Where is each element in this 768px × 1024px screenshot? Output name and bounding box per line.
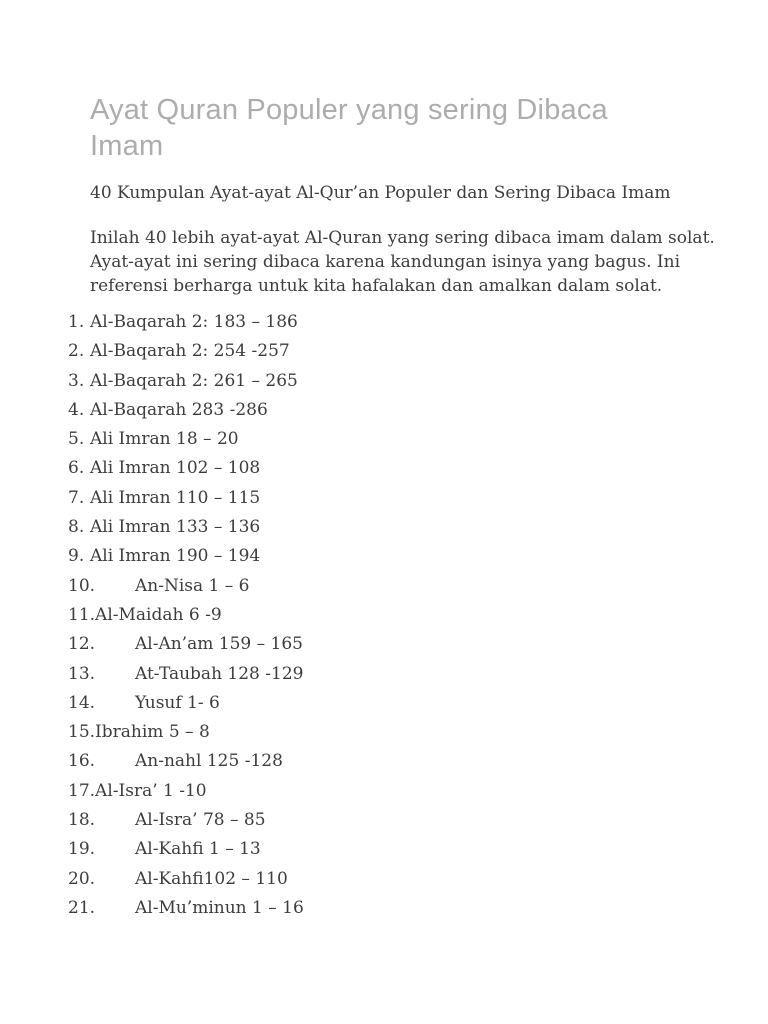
item-number: 10. <box>68 575 96 596</box>
item-text: Al-Isra’ 78 – 85 <box>135 810 266 831</box>
item-number: 5. <box>68 429 85 450</box>
item-text: An-Nisa 1 – 6 <box>135 575 250 596</box>
list-item <box>68 630 304 659</box>
item-text: Ali Imran 133 – 136 <box>90 517 261 538</box>
item-number: 8. <box>68 517 85 538</box>
list-item <box>68 337 304 366</box>
item-text: Yusuf 1- 6 <box>135 692 220 713</box>
list-item <box>68 396 304 425</box>
item-number: 1. <box>68 312 85 332</box>
item-number: 14. <box>68 692 96 713</box>
item-text: Al-An’am 159 – 165 <box>135 634 303 655</box>
item-text: Ali Imran 18 – 20 <box>90 429 239 450</box>
item-number: 6. <box>68 458 85 479</box>
item-text: Al-Baqarah 2: 261 – 265 <box>90 370 298 391</box>
list-item <box>68 777 304 806</box>
list-item <box>68 689 304 718</box>
list-item <box>68 894 304 923</box>
item-text: An-nahl 125 -128 <box>135 751 283 772</box>
list-item <box>68 513 304 542</box>
item-text: Al-Baqarah 2: 254 -257 <box>90 341 290 362</box>
list-item <box>68 835 304 864</box>
item-text: Al-Maidah 6 -9 <box>95 604 222 625</box>
item-number: 2. <box>68 341 85 362</box>
verse-list <box>68 308 304 923</box>
item-number: 17. <box>68 780 96 801</box>
page-title-line-2: Imam <box>90 130 164 162</box>
list-item <box>68 367 304 396</box>
item-text: Al-Baqarah 2: 183 – 186 <box>90 312 298 332</box>
list-item <box>68 601 304 630</box>
item-number: 21. <box>68 897 96 918</box>
item-number: 11. <box>68 604 96 625</box>
list-item <box>68 806 304 835</box>
item-number: 13. <box>68 663 96 684</box>
list-item <box>68 865 304 894</box>
item-number: 20. <box>68 868 96 889</box>
item-text: Ali Imran 110 – 115 <box>90 487 261 508</box>
item-text: Al-Baqarah 283 -286 <box>90 399 268 420</box>
document-subtitle: 40 Kumpulan Ayat-ayat Al-Qur’an Populer dan Sering Dibaca Imam <box>90 183 671 203</box>
list-item <box>68 425 304 454</box>
item-text: Ibrahim 5 – 8 <box>95 722 210 743</box>
item-text: Ali Imran 190 – 194 <box>90 546 261 567</box>
item-number: 4. <box>68 399 85 420</box>
intro-paragraph <box>90 226 715 298</box>
item-text: Al-Isra’ 1 -10 <box>95 780 207 801</box>
item-text: Ali Imran 102 – 108 <box>90 458 261 479</box>
page-title-line-1: Ayat Quran Populer yang sering Dibaca <box>90 94 608 126</box>
item-number: 7. <box>68 487 85 508</box>
list-item <box>68 484 304 513</box>
item-number: 19. <box>68 839 96 860</box>
list-item <box>68 542 304 571</box>
list-item <box>68 718 304 747</box>
item-number: 18. <box>68 810 96 831</box>
list-item <box>68 308 304 337</box>
list-item <box>68 454 304 483</box>
item-text: At-Taubah 128 -129 <box>135 663 304 684</box>
item-number: 12. <box>68 634 96 655</box>
intro-paragraph-line-3: referensi berharga untuk kita hafalakan dan amalkan dalam solat. <box>90 276 663 296</box>
item-number: 16. <box>68 751 96 772</box>
item-number: 15. <box>68 722 96 743</box>
item-text: Al-Kahfi102 – 110 <box>135 868 288 889</box>
list-item <box>68 747 304 776</box>
list-item <box>68 660 304 689</box>
page-title <box>90 92 608 164</box>
item-text: Al-Mu’minun 1 – 16 <box>135 897 304 918</box>
item-text: Al-Kahfi 1 – 13 <box>135 839 261 860</box>
item-number: 9. <box>68 546 85 567</box>
intro-paragraph-line-1: Inilah 40 lebih ayat-ayat Al-Quran yang sering dibaca imam dalam solat. <box>90 228 715 248</box>
intro-paragraph-line-2: Ayat-ayat ini sering dibaca karena kandungan isinya yang bagus. Ini <box>90 252 681 272</box>
item-number: 3. <box>68 370 85 391</box>
list-item <box>68 572 304 601</box>
